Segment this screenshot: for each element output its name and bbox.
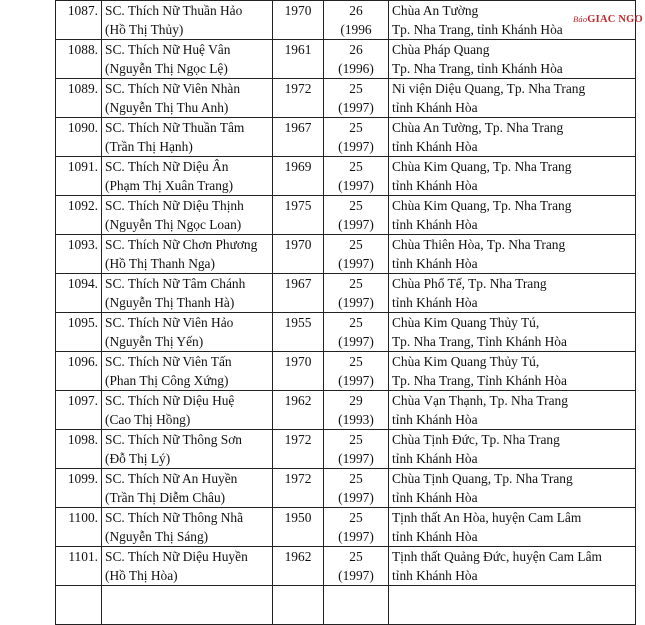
lay-name: (Nguyễn Thị Yến) [105, 334, 204, 349]
table-row [56, 547, 636, 586]
watermark-name: GIAC NGO [587, 14, 643, 25]
dharma-name: SC. Thích Nữ An Huyền [105, 471, 238, 486]
row-number: 1094. [67, 276, 98, 291]
row-number: 1101. [68, 549, 98, 564]
ordination-year: (1997) [338, 568, 374, 583]
name-cell [102, 391, 273, 430]
ordination-cell [324, 391, 389, 430]
row-number: 1090. [67, 120, 98, 135]
row-number: 1100. [68, 510, 98, 525]
birth-year: 1969 [284, 159, 312, 174]
birth-year: 1961 [284, 42, 312, 57]
dharma-name: SC. Thích Nữ Diệu Thịnh [105, 198, 244, 213]
residence-line-2: tỉnh Khánh Hòa [392, 217, 478, 232]
lay-name: (Nguyễn Thị Thu Anh) [105, 100, 229, 115]
dharma-name: SC. Thích Nữ Thuần Hảo [105, 3, 243, 18]
dharma-name: SC. Thích Nữ Huệ Vân [105, 42, 231, 57]
ordination-age: 25 [349, 159, 363, 174]
residence-cell [389, 352, 636, 391]
table-row [56, 196, 636, 235]
newspaper-watermark [573, 14, 643, 25]
dharma-name: SC. Thích Nữ Viên Hảo [105, 315, 234, 330]
ordination-cell [324, 274, 389, 313]
residence-cell [389, 274, 636, 313]
name-cell [102, 196, 273, 235]
row-number-cell [56, 430, 102, 469]
residence-cell [389, 79, 636, 118]
lay-name: (Trần Thị Diễm Châu) [105, 490, 226, 505]
ordination-year: (1997) [338, 178, 374, 193]
dharma-name: SC. Thích Nữ Diệu Huyền [105, 549, 248, 564]
residence-cell [389, 40, 636, 79]
row-number-cell [56, 79, 102, 118]
ordination-age: 26 [349, 42, 363, 57]
row-number: 1096. [67, 354, 98, 369]
ordination-cell [324, 157, 389, 196]
ordination-cell [324, 79, 389, 118]
row-number: 1087. [67, 3, 98, 18]
ordination-age: 29 [349, 393, 363, 408]
ordination-cell [324, 196, 389, 235]
name-cell [102, 430, 273, 469]
ordination-age: 25 [349, 471, 363, 486]
name-cell [102, 508, 273, 547]
ordination-age: 25 [349, 432, 363, 447]
birth-year: 1967 [284, 120, 312, 135]
residence-line-1: Chùa Kim Quang Thủy Tú, [392, 315, 540, 330]
residence-line-1: Chùa Kim Quang, Tp. Nha Trang [392, 198, 572, 213]
ordination-age: 25 [349, 315, 363, 330]
row-number-cell [56, 469, 102, 508]
table-row [56, 469, 636, 508]
table-row [56, 1, 636, 40]
birth-year: 1972 [284, 81, 312, 96]
residence-cell [389, 547, 636, 586]
birth-year: 1972 [284, 432, 312, 447]
empty-cell [389, 586, 636, 625]
empty-cell [102, 586, 273, 625]
lay-name: (Phan Thị Công Xứng) [105, 373, 229, 388]
name-cell [102, 79, 273, 118]
row-number: 1097. [67, 393, 98, 408]
dharma-name: SC. Thích Nữ Thuần Tâm [105, 120, 245, 135]
dharma-name: SC. Thích Nữ Thông Sơn [105, 432, 242, 447]
row-number-cell [56, 118, 102, 157]
row-number: 1089. [67, 81, 98, 96]
residence-line-2: Tp. Nha Trang, Tỉnh Khánh Hòa [392, 373, 567, 388]
roster-body [56, 1, 636, 625]
name-cell [102, 547, 273, 586]
name-cell [102, 235, 273, 274]
table-row [56, 430, 636, 469]
lay-name: (Hồ Thị Hòa) [105, 568, 178, 583]
residence-cell [389, 313, 636, 352]
residence-line-2: Tp. Nha Trang, tỉnh Khánh Hòa [392, 22, 563, 37]
table-row [56, 235, 636, 274]
residence-line-1: Chùa Kim Quang, Tp. Nha Trang [392, 159, 572, 174]
lay-name: (Hồ Thị Thủy) [105, 22, 184, 37]
ordination-age: 25 [349, 198, 363, 213]
residence-line-1: Chùa Phổ Tế, Tp. Nha Trang [392, 276, 547, 291]
birth-year-cell [273, 1, 324, 40]
residence-line-2: tỉnh Khánh Hòa [392, 529, 478, 544]
row-number-cell [56, 1, 102, 40]
row-number: 1095. [67, 315, 98, 330]
ordination-age: 25 [349, 354, 363, 369]
row-number: 1092. [67, 198, 98, 213]
empty-cell [324, 586, 389, 625]
row-number-cell [56, 235, 102, 274]
birth-year: 1970 [284, 354, 312, 369]
dharma-name: SC. Thích Nữ Tâm Chánh [105, 276, 246, 291]
dharma-name: SC. Thích Nữ Chơn Phương [105, 237, 258, 252]
row-number: 1088. [67, 42, 98, 57]
residence-line-1: Chùa Pháp Quang [392, 42, 490, 57]
name-cell [102, 313, 273, 352]
residence-line-2: Tp. Nha Trang, tỉnh Khánh Hòa [392, 61, 563, 76]
row-number-cell [56, 547, 102, 586]
dharma-name: SC. Thích Nữ Diệu Huệ [105, 393, 235, 408]
lay-name: (Nguyễn Thị Ngọc Lệ) [105, 61, 228, 76]
table-row [56, 313, 636, 352]
birth-year-cell [273, 79, 324, 118]
residence-line-2: tỉnh Khánh Hòa [392, 568, 478, 583]
residence-cell [389, 469, 636, 508]
dharma-name: SC. Thích Nữ Viên Tấn [105, 354, 232, 369]
table-row [56, 118, 636, 157]
ordination-year: (1997) [338, 256, 374, 271]
ordination-cell [324, 313, 389, 352]
name-cell [102, 40, 273, 79]
residence-line-1: Chùa Kim Quang Thủy Tú, [392, 354, 540, 369]
row-number-cell [56, 40, 102, 79]
table-row [56, 352, 636, 391]
dharma-name: SC. Thích Nữ Thông Nhã [105, 510, 244, 525]
birth-year: 1967 [284, 276, 312, 291]
residence-cell [389, 196, 636, 235]
table-row [56, 274, 636, 313]
residence-cell [389, 508, 636, 547]
empty-cell [273, 586, 324, 625]
birth-year-cell [273, 547, 324, 586]
table-row [56, 508, 636, 547]
ordination-age: 25 [349, 120, 363, 135]
ordination-age: 25 [349, 510, 363, 525]
residence-line-2: tỉnh Khánh Hòa [392, 100, 478, 115]
residence-line-2: tỉnh Khánh Hòa [392, 139, 478, 154]
ordination-age: 25 [349, 549, 363, 564]
ordination-year: (1997) [338, 529, 374, 544]
row-number: 1091. [67, 159, 98, 174]
birth-year-cell [273, 235, 324, 274]
birth-year-cell [273, 313, 324, 352]
dharma-name: SC. Thích Nữ Viên Nhàn [105, 81, 241, 96]
lay-name: (Hồ Thị Thanh Nga) [105, 256, 215, 271]
residence-line-1: Tịnh thất Quảng Đức, huyện Cam Lâm [392, 549, 602, 564]
table-row [56, 40, 636, 79]
residence-line-1: Ni viện Diệu Quang, Tp. Nha Trang [392, 81, 586, 96]
residence-cell [389, 235, 636, 274]
name-cell [102, 1, 273, 40]
birth-year: 1972 [284, 471, 312, 486]
row-number-cell [56, 391, 102, 430]
birth-year-cell [273, 469, 324, 508]
row-number-cell [56, 157, 102, 196]
ordination-year: (1997) [338, 139, 374, 154]
lay-name: (Nguyễn Thị Thanh Hà) [105, 295, 235, 310]
residence-cell [389, 118, 636, 157]
birth-year-cell [273, 157, 324, 196]
residence-cell [389, 430, 636, 469]
ordination-year: (1993) [338, 412, 374, 427]
ordination-cell [324, 235, 389, 274]
name-cell [102, 352, 273, 391]
birth-year-cell [273, 196, 324, 235]
birth-year-cell [273, 391, 324, 430]
lay-name: (Nguyễn Thị Sáng) [105, 529, 209, 544]
row-number-cell [56, 313, 102, 352]
birth-year-cell [273, 40, 324, 79]
ordination-year: (1997) [338, 451, 374, 466]
residence-line-2: tỉnh Khánh Hòa [392, 178, 478, 193]
ordination-roster-table [55, 0, 636, 625]
birth-year-cell [273, 430, 324, 469]
ordination-cell [324, 1, 389, 40]
residence-line-2: Tp. Nha Trang, Tỉnh Khánh Hòa [392, 334, 567, 349]
ordination-year: (1997) [338, 334, 374, 349]
residence-line-2: tỉnh Khánh Hòa [392, 256, 478, 271]
lay-name: (Trần Thị Hạnh) [105, 139, 193, 154]
residence-line-1: Tịnh thất An Hòa, huyện Cam Lâm [392, 510, 582, 525]
empty-cell [56, 586, 102, 625]
ordination-cell [324, 430, 389, 469]
residence-line-1: Chùa Thiên Hòa, Tp. Nha Trang [392, 237, 566, 252]
birth-year: 1975 [284, 198, 312, 213]
ordination-year: (1997) [338, 490, 374, 505]
ordination-year: (1996 [340, 22, 372, 37]
residence-line-1: Chùa Tịnh Đức, Tp. Nha Trang [392, 432, 560, 447]
residence-line-2: tỉnh Khánh Hòa [392, 490, 478, 505]
name-cell [102, 118, 273, 157]
table-row-partial [56, 586, 636, 625]
birth-year: 1955 [284, 315, 312, 330]
ordination-cell [324, 469, 389, 508]
ordination-year: (1997) [338, 100, 374, 115]
ordination-cell [324, 118, 389, 157]
residence-line-1: Chùa Vạn Thạnh, Tp. Nha Trang [392, 393, 568, 408]
ordination-year: (1997) [338, 217, 374, 232]
ordination-cell [324, 40, 389, 79]
residence-line-2: tỉnh Khánh Hòa [392, 451, 478, 466]
ordination-cell [324, 508, 389, 547]
ordination-year: (1997) [338, 295, 374, 310]
birth-year: 1962 [284, 549, 312, 564]
row-number-cell [56, 274, 102, 313]
row-number: 1098. [67, 432, 98, 447]
birth-year: 1950 [284, 510, 312, 525]
birth-year: 1970 [284, 3, 312, 18]
residence-line-2: tỉnh Khánh Hòa [392, 412, 478, 427]
lay-name: (Phạm Thị Xuân Trang) [105, 178, 234, 193]
ordination-cell [324, 547, 389, 586]
ordination-age: 25 [349, 276, 363, 291]
ordination-cell [324, 352, 389, 391]
ordination-year: (1997) [338, 373, 374, 388]
residence-line-1: Chùa Tịnh Quang, Tp. Nha Trang [392, 471, 573, 486]
name-cell [102, 157, 273, 196]
birth-year-cell [273, 352, 324, 391]
name-cell [102, 469, 273, 508]
ordination-age: 25 [349, 81, 363, 96]
row-number: 1093. [67, 237, 98, 252]
table-row [56, 157, 636, 196]
residence-line-1: Chùa An Tường, Tp. Nha Trang [392, 120, 564, 135]
table-row [56, 79, 636, 118]
ordination-year: (1996) [338, 61, 374, 76]
row-number-cell [56, 196, 102, 235]
row-number: 1099. [67, 471, 98, 486]
birth-year-cell [273, 118, 324, 157]
row-number-cell [56, 352, 102, 391]
birth-year-cell [273, 274, 324, 313]
residence-cell [389, 391, 636, 430]
residence-line-2: tỉnh Khánh Hòa [392, 295, 478, 310]
dharma-name: SC. Thích Nữ Diệu Ân [105, 159, 229, 174]
row-number-cell [56, 508, 102, 547]
residence-cell [389, 157, 636, 196]
birth-year-cell [273, 508, 324, 547]
ordination-age: 25 [349, 237, 363, 252]
watermark-prefix: Báo [573, 14, 588, 24]
residence-line-1: Chùa An Tường [392, 3, 479, 18]
lay-name: (Cao Thị Hồng) [105, 412, 191, 427]
lay-name: (Nguyễn Thị Ngọc Loan) [105, 217, 242, 232]
name-cell [102, 274, 273, 313]
table-row [56, 391, 636, 430]
ordination-age: 26 [349, 3, 363, 18]
birth-year: 1970 [284, 237, 312, 252]
lay-name: (Đỗ Thị Lý) [105, 451, 171, 466]
birth-year: 1962 [284, 393, 312, 408]
